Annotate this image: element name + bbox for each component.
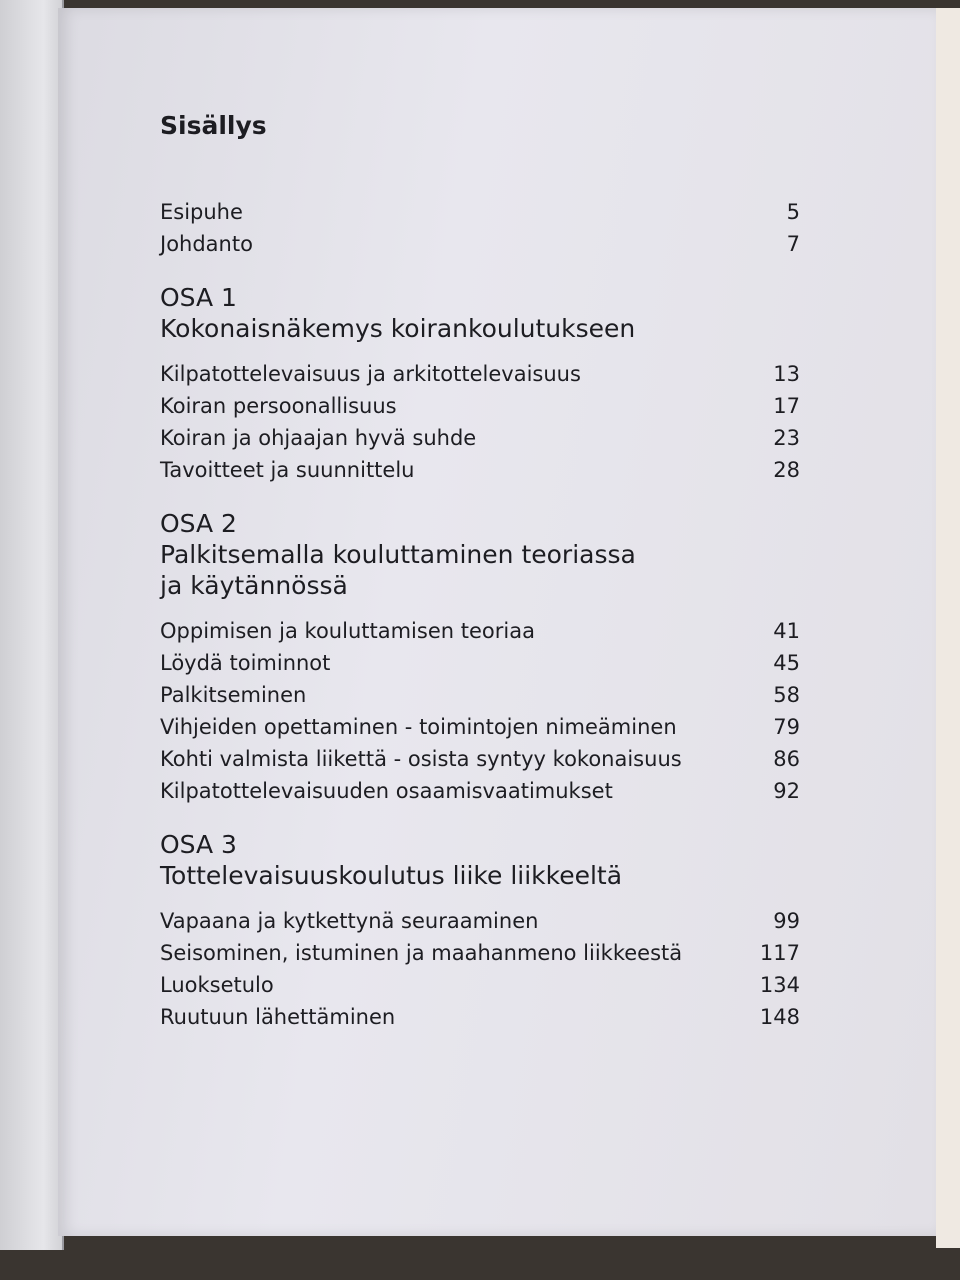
entry-page: 117 [759, 941, 800, 965]
entry-page: 13 [773, 362, 800, 386]
entry-title: Esipuhe [160, 200, 243, 224]
section-number: OSA 1 [160, 283, 237, 312]
toc-entry [160, 775, 800, 807]
section-title-line: ja käytännössä [160, 571, 348, 600]
toc-entry [160, 454, 800, 486]
entry-page: 99 [773, 909, 800, 933]
entry-page: 5 [786, 200, 800, 224]
section-title [160, 539, 800, 601]
entry-page: 28 [773, 458, 800, 482]
entry-page: 148 [759, 1005, 800, 1029]
front-matter [160, 196, 800, 260]
section-title [160, 313, 800, 344]
toc-entry [160, 679, 800, 711]
entry-title: Vihjeiden opettaminen - toimintojen nimeäminen [160, 715, 677, 739]
toc-entry [160, 743, 800, 775]
entry-page: 41 [773, 619, 800, 643]
entry-title: Ruutuun lähettäminen [160, 1005, 396, 1029]
entry-page: 79 [773, 715, 800, 739]
entry-title: Luoksetulo [160, 973, 274, 997]
entry-title: Kilpatottelevaisuus ja arkitottelevaisuus [160, 362, 581, 386]
facing-page-edge [0, 0, 64, 1250]
entry-title: Tavoitteet ja suunnittelu [160, 458, 415, 482]
table-surface [936, 8, 960, 1248]
entry-page: 58 [773, 683, 800, 707]
toc-entry [160, 647, 800, 679]
toc-entry [160, 358, 800, 390]
entry-title: Koiran ja ohjaajan hyvä suhde [160, 426, 477, 450]
entry-page: 92 [773, 779, 800, 803]
section-number: OSA 3 [160, 830, 237, 859]
section-osa-2 [160, 508, 800, 807]
toc-title: Sisällys [160, 111, 267, 140]
section-osa-1 [160, 282, 800, 486]
entry-page: 7 [786, 232, 800, 256]
entry-page: 134 [759, 973, 800, 997]
entry-page: 17 [773, 394, 800, 418]
section-title-line: Palkitsemalla kouluttaminen teoriassa [160, 540, 636, 569]
entry-page: 45 [773, 651, 800, 675]
toc-entry [160, 196, 800, 228]
toc-entry [160, 937, 800, 969]
toc-entry [160, 905, 800, 937]
entry-title: Koiran persoonallisuus [160, 394, 397, 418]
entry-page: 23 [773, 426, 800, 450]
section-title [160, 860, 800, 891]
entry-title: Palkitseminen [160, 683, 307, 707]
section-number: OSA 2 [160, 509, 237, 538]
toc-entry [160, 422, 800, 454]
toc-entry [160, 969, 800, 1001]
toc-entry [160, 390, 800, 422]
toc-entry [160, 1001, 800, 1033]
table-of-contents [160, 100, 800, 1033]
section-title-line: Kokonaisnäkemys koirankoulutukseen [160, 314, 636, 343]
entry-title: Kohti valmista liikettä - osista syntyy kokonaisuus [160, 747, 682, 771]
section-osa-3 [160, 829, 800, 1033]
toc-entry [160, 615, 800, 647]
entry-title: Vapaana ja kytkettynä seuraaminen [160, 909, 539, 933]
entry-title: Johdanto [160, 232, 253, 256]
section-title-line: Tottelevaisuuskoulutus liike liikkeeltä [160, 861, 623, 890]
entry-title: Oppimisen ja kouluttamisen teoriaa [160, 619, 535, 643]
entry-title: Seisominen, istuminen ja maahanmeno liikkeestä [160, 941, 683, 965]
toc-entry [160, 711, 800, 743]
entry-title: Kilpatottelevaisuuden osaamisvaatimukset [160, 779, 613, 803]
toc-entry [160, 228, 800, 260]
entry-title: Löydä toiminnot [160, 651, 331, 675]
entry-page: 86 [773, 747, 800, 771]
